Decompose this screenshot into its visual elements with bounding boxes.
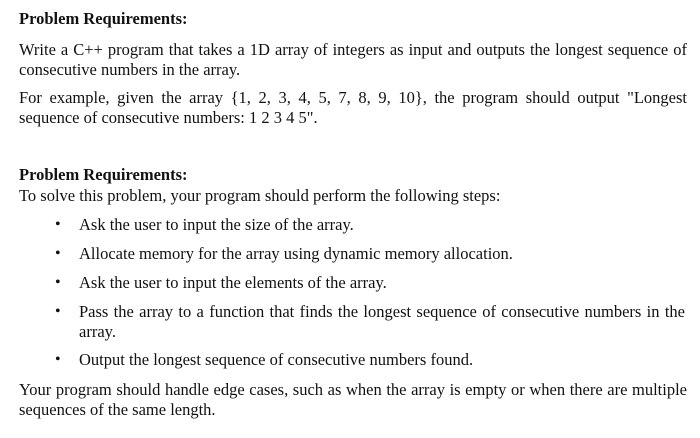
bullet-icon: •	[55, 245, 61, 262]
bullet-icon: •	[55, 216, 61, 233]
section1-description: Write a C++ program that takes a 1D array of integers as input and outputs the longest sequence of consecutive numbers in the array.	[19, 40, 687, 79]
step-5: Output the longest sequence of consecutive numbers found.	[79, 350, 474, 369]
step-4: Pass the array to a function that finds the longest sequence of consecutive numbers in the array.	[79, 302, 685, 341]
bullet-icon: •	[55, 274, 61, 291]
section2-heading: Problem Requirements:	[19, 165, 188, 184]
bullet-icon: •	[55, 351, 61, 368]
section1-example: For example, given the array {1, 2, 3, 4, 5, 7, 8, 9, 10}, the program should output "Longest sequence of consecutive numbers: 1 2 3 4 5".	[19, 88, 687, 127]
step-1: Ask the user to input the size of the array.	[79, 215, 354, 234]
section1-heading: Problem Requirements:	[19, 9, 188, 28]
bullet-icon: •	[55, 303, 61, 320]
step-2: Allocate memory for the array using dynamic memory allocation.	[79, 244, 513, 263]
step-3: Ask the user to input the elements of the array.	[79, 273, 387, 292]
section2-closing: Your program should handle edge cases, such as when the array is empty or when there are multiple sequences of the same length.	[19, 380, 687, 419]
section2-intro: To solve this problem, your program should perform the following steps:	[19, 186, 501, 205]
